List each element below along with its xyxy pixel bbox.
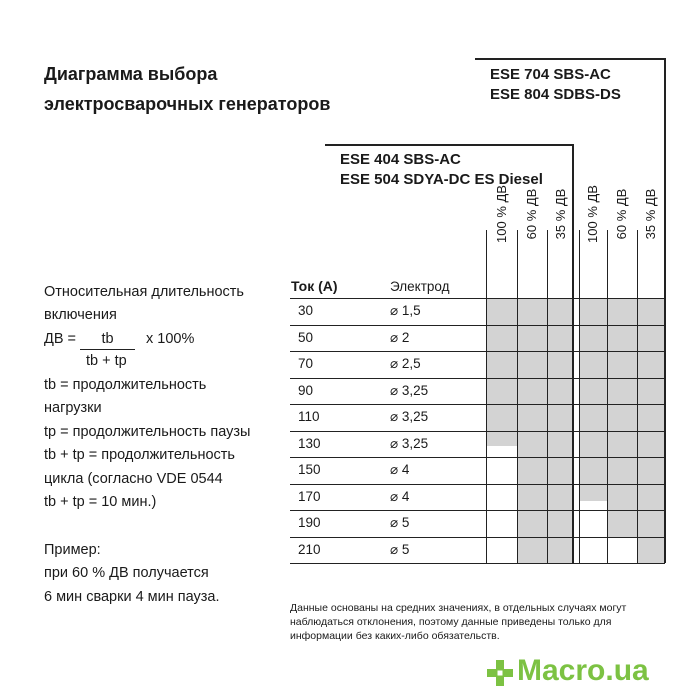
row-current: 190	[298, 515, 321, 530]
watermark-text: Macro.ua	[517, 654, 649, 687]
formula-fraction-line	[80, 349, 135, 350]
legend-line7: tp = продолжительность паузы	[44, 424, 251, 440]
model-label-ese504: ESE 504 SDYA-DC ES Diesel	[340, 171, 543, 188]
legend-line6: нагрузки	[44, 400, 102, 416]
row-separator	[290, 325, 665, 326]
row-current: 70	[298, 356, 314, 371]
column-separator	[517, 230, 518, 563]
row-electrode: ⌀ 3,25	[390, 436, 429, 451]
column-separator	[486, 230, 487, 563]
row-current: 150	[298, 462, 321, 477]
row-electrode: ⌀ 2	[390, 330, 410, 345]
page-title-line2: электросварочных генераторов	[44, 94, 331, 114]
row-current: 90	[298, 383, 314, 398]
bracket-right-group-b	[664, 58, 666, 563]
row-current: 50	[298, 330, 314, 345]
formula-lhs: ДВ =	[44, 331, 76, 347]
duty-header-ese404-100: 100 % ДВ	[494, 185, 509, 243]
coverage-bar-ese704-100	[580, 298, 607, 501]
legend-line1: Относительная длительность	[44, 284, 244, 300]
row-electrode: ⌀ 5	[390, 542, 410, 557]
row-separator	[290, 563, 665, 564]
model-label-ese804: ESE 804 SDBS-DS	[490, 86, 621, 103]
column-separator	[547, 230, 548, 563]
row-separator	[290, 457, 665, 458]
example-line3: 6 мин сварки 4 мин пауза.	[44, 589, 220, 605]
legend-line9: цикла (согласно VDE 0544	[44, 471, 223, 487]
row-separator	[290, 298, 665, 299]
row-electrode: ⌀ 2,5	[390, 356, 421, 371]
duty-header-ese704-100: 100 % ДВ	[585, 185, 600, 243]
page-title-line1: Диаграмма выбора	[44, 64, 218, 84]
macro-watermark	[487, 656, 687, 692]
duty-header-ese404-35: 35 % ДВ	[553, 188, 568, 240]
row-current: 170	[298, 489, 321, 504]
header-current: Ток (A)	[291, 278, 338, 294]
column-separator	[637, 230, 638, 563]
cross-logo-icon	[487, 660, 513, 686]
note-line2: наблюдаться отклонения, поэтому данные приведены только для	[290, 616, 612, 628]
header-electrode: Электрод	[390, 279, 450, 294]
legend-line8: tb + tp = продолжительность	[44, 447, 235, 463]
row-current: 30	[298, 303, 314, 318]
row-separator	[290, 510, 665, 511]
row-electrode: ⌀ 1,5	[390, 303, 421, 318]
note-line3: информации без каких-либо обязательств.	[290, 630, 500, 642]
formula-numerator: tb	[101, 331, 114, 347]
model-label-ese404: ESE 404 SBS-AC	[340, 151, 461, 168]
row-separator	[290, 431, 665, 432]
bracket-top-group-b	[475, 58, 665, 60]
duty-header-ese704-35: 35 % ДВ	[643, 188, 658, 240]
row-electrode: ⌀ 5	[390, 515, 410, 530]
row-electrode: ⌀ 4	[390, 462, 410, 477]
legend-line10: tb + tp = 10 мин.)	[44, 494, 157, 510]
row-current: 130	[298, 436, 321, 451]
formula-multiplier: x 100%	[146, 331, 195, 347]
row-current: 210	[298, 542, 321, 557]
duty-header-ese704-60: 60 % ДВ	[614, 188, 629, 240]
row-separator	[290, 537, 665, 538]
coverage-bar-ese704-60	[607, 298, 637, 537]
coverage-bar-ese404-100	[487, 298, 517, 446]
model-label-ese704: ESE 704 SBS-AC	[490, 66, 611, 83]
row-electrode: ⌀ 3,25	[390, 383, 429, 398]
row-electrode: ⌀ 4	[390, 489, 410, 504]
legend-line5: tb = продолжительность	[44, 377, 207, 393]
legend-line2: включения	[44, 307, 117, 323]
row-separator	[290, 351, 665, 352]
duty-header-ese404-60: 60 % ДВ	[524, 188, 539, 240]
row-separator	[290, 484, 665, 485]
bracket-right-group-a	[572, 144, 574, 563]
column-separator	[579, 230, 580, 563]
example-line1: Пример:	[44, 542, 101, 558]
row-electrode: ⌀ 3,25	[390, 409, 429, 424]
column-separator	[607, 230, 608, 563]
note-line1: Данные основаны на средних значениях, в отдельных случаях могут	[290, 602, 627, 614]
formula-denominator: tb + tp	[86, 353, 127, 369]
row-separator	[290, 378, 665, 379]
example-line2: при 60 % ДВ получается	[44, 565, 209, 581]
row-current: 110	[298, 409, 320, 424]
row-separator	[290, 404, 665, 405]
